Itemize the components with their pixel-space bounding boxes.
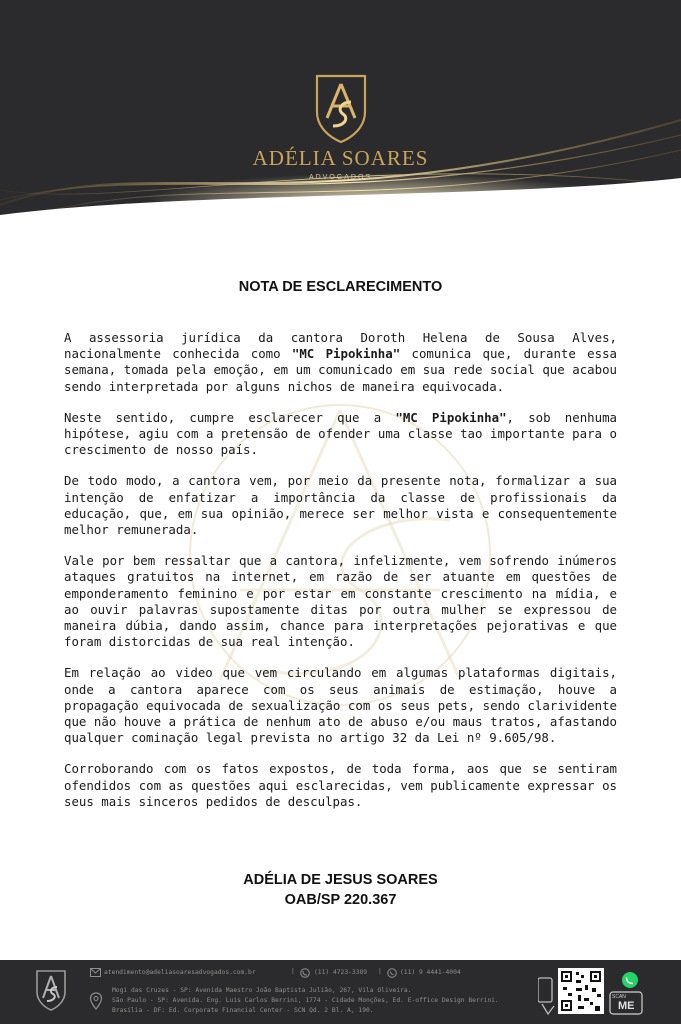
document-body — [64, 330, 617, 825]
phone-icon — [300, 968, 310, 978]
email-icon — [90, 968, 101, 977]
letterhead-header — [0, 0, 681, 215]
footer-email[interactable]: atendimento@adeliasoaresadvogados.com.br — [104, 969, 256, 976]
divider-bar: | — [378, 968, 382, 975]
paragraph-3: De todo modo, a cantora vem, por meio da presente nota, formalizar a sua intenção de enfatizar a importância da classe de profissionais da educação, que, em sua opinião, merece ser melhor vista e consequentemente melhor remunerada. — [64, 473, 617, 538]
paragraph-2: Neste sentido, cumpre esclarecer que a "MC Pipokinha", sob nenhuma hipótese, agiu com a pretensão de ofender uma classe tao importante para o crescimento de nosso país. — [64, 409, 617, 458]
whatsapp-icon — [387, 968, 397, 978]
signature-block — [0, 870, 681, 910]
paragraph-4: Vale por bem ressaltar que a cantora, infelizmente, vem sofrendo inúmeros ataques gratuitos na internet, em razão de ser atuante em questões de emponderamento feminino e por estar em constante crescimento na mídia, e ao ouvir palavras supostamente ditas por outra mulher se expressou de maneira dúbia, dando assim, chance para interpretações pejorativas e que foram distorcidas de sua real intenção. — [64, 553, 617, 650]
footer-phone[interactable]: (11) 4723-3389 — [314, 969, 368, 976]
footer-address-3: Brasília - DF: Ed. Corporate Financial Center - SCN Qd. 2 Bl. A, 190. — [112, 1007, 374, 1014]
scales-shield-icon — [311, 72, 371, 144]
divider-bar: | — [291, 968, 295, 975]
document-title: NOTA DE ESCLARECIMENTO — [238, 279, 443, 295]
footer-address-1: Mogi das Cruzes - SP: Avenida Maestro João Baptista Julião, 267, Vila Oliveira. — [112, 987, 412, 994]
footer-logo-icon — [34, 968, 68, 1012]
footer-whatsapp[interactable]: (11) 9 4441-4004 — [400, 969, 461, 976]
location-pin-icon — [89, 992, 103, 1010]
paragraph-5: Em relação ao video que vem circulando em algumas plataformas digitais, onde a cantora aparece com os seus animais de estimação, houve a propagação equivocada de sexualização com os seus pets, sendo clarividente que não houve a prática de nenhum ato de abuso e/ou maus tratos, afastando qualquer cominação legal prevista no artigo 32 da Lei nº 9.605/98. — [64, 665, 617, 746]
brand-name: ADÉLIA SOARES — [252, 146, 429, 170]
paragraph-6: Corroborando com os fatos expostos, de toda forma, aos que se sentiram ofendidos com as questões aqui esclarecidas, vem publicamente expressar os seus mais sinceros pedidos de desculpas. — [64, 761, 617, 809]
brand-subtitle: ADVOGADOS — [308, 174, 373, 181]
paragraph-1: A assessoria jurídica da cantora Doroth Helena de Sousa Alves, nacionalmente conhecida como "MC Pipokinha" comunica que, durante essa semana, tomada pela emoção, em um comunicado em sua rede social que acabou sendo interpretada por alguns nichos de maneira equivocada. — [64, 330, 618, 394]
signature-oab: OAB/SP 220.367 — [284, 892, 397, 908]
qr-scan-label: SCAN — [612, 994, 626, 1000]
footer-address-2: São Paulo - SP: Avenida. Eng. Luis Carlos Berrini, 1774 - Cidade Monções, Ed. E-office Design Berrini. — [112, 997, 499, 1004]
signature-name: ADÉLIA DE JESUS SOARES — [243, 872, 438, 888]
letterhead-footer — [0, 960, 681, 1024]
qr-badge-text: ME — [618, 1000, 635, 1012]
brand-logo — [0, 72, 681, 181]
